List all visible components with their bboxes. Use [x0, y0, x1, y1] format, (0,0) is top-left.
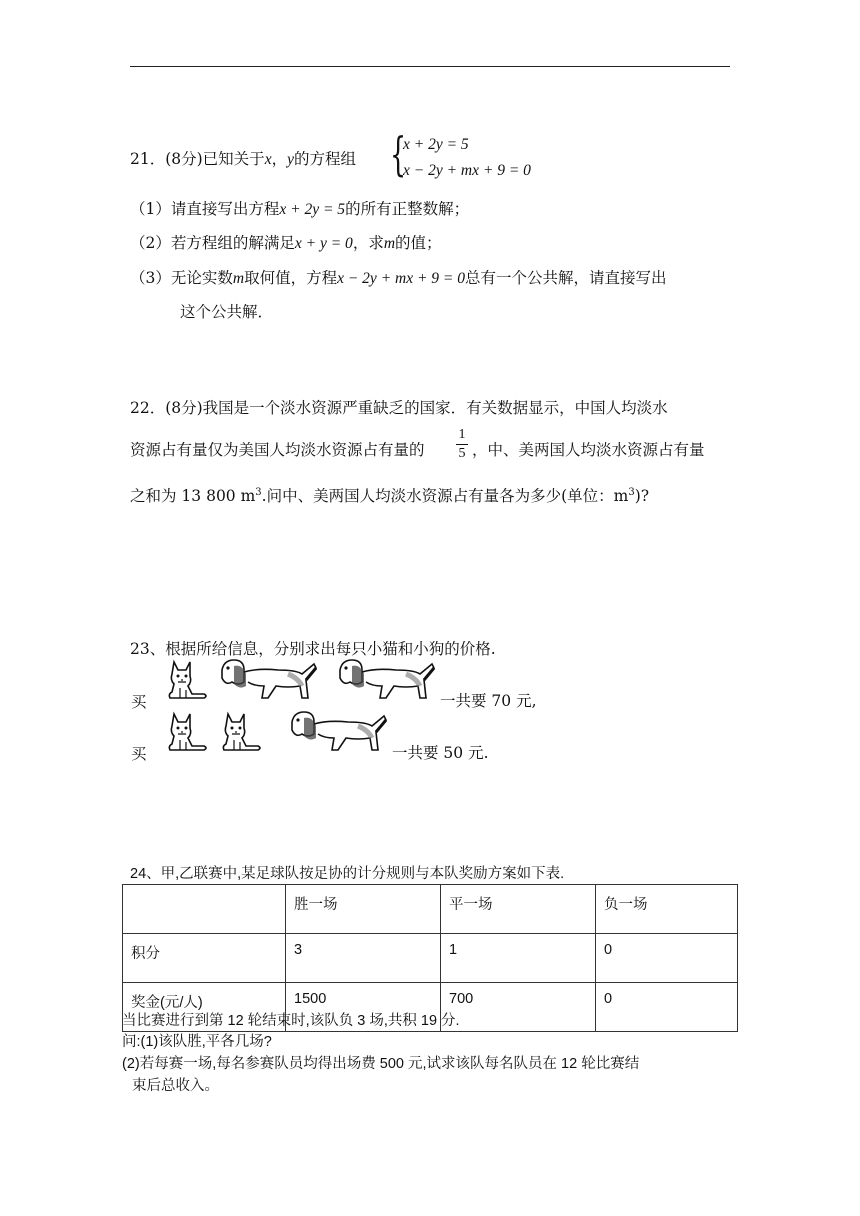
- q23-buy-1: 买: [131, 693, 147, 711]
- q22-frac-numerator: 1: [458, 427, 466, 442]
- q22-line-3: [130, 482, 649, 507]
- table-cell: 3: [286, 934, 441, 983]
- q23-total-1: 一共要 70 元,: [440, 692, 537, 710]
- q21-p3-prefix: （3）无论实数: [130, 269, 233, 287]
- cat-icon: [164, 658, 212, 702]
- q22-frac-bar: [456, 444, 468, 445]
- q23-total-2: 一共要 50 元.: [392, 744, 489, 762]
- q21-p3-mid: 取何值，方程: [244, 269, 338, 287]
- q21-part-3: [130, 267, 667, 290]
- q21-p2-m: m: [383, 235, 396, 252]
- q21-comma: ，: [271, 150, 288, 168]
- dog-icon: [288, 708, 392, 758]
- q22-sup-2: 3: [628, 487, 635, 498]
- q22-line3-c: )?: [634, 487, 650, 506]
- q24-stem: 24、甲,乙联赛中,某足球队按足协的计分规则与本队奖励方案如下表.: [130, 866, 565, 882]
- q21-p1-suffix: 的所有正整数解；: [345, 200, 470, 218]
- table-cell: 0: [596, 983, 738, 1032]
- q22-fraction: [456, 427, 468, 462]
- q22-line3-a: 之和为 13 800 m: [130, 487, 256, 506]
- q22-line-2-a: 资源占有量仅为美国人均淡水资源占有量的: [130, 441, 425, 459]
- table-cell: 平一场: [441, 885, 596, 934]
- q21-var-y: y: [287, 151, 294, 168]
- q21-stem-text: 21．(8分)已知关于: [130, 150, 265, 168]
- q21-p1-prefix: （1）请直接写出方程: [130, 200, 280, 218]
- q21-var-x: x: [264, 151, 272, 168]
- q21-p2-prefix: （2）若方程组的解满足: [130, 234, 295, 252]
- table-cell: 奖金(元/人): [123, 983, 286, 1032]
- table-cell: [123, 885, 286, 934]
- header-rule: [130, 66, 730, 67]
- q21-p3-m: m: [232, 270, 245, 287]
- q24-line-2: 问:(1)该队胜,平各几场?: [122, 1034, 272, 1050]
- cat-icon: [218, 710, 266, 754]
- q21-part-2: [130, 232, 442, 255]
- table-cell: 积分: [123, 934, 286, 983]
- q24-line-4: 束后总收入。: [132, 1078, 219, 1094]
- q21-p3-equation: x − 2y + mx + 9 = 0: [337, 270, 466, 287]
- q21-stem: [130, 148, 356, 171]
- table-row: [123, 934, 738, 983]
- q22-line3-b: .问中、美两国人均淡水资源占有量各为多少(单位：m: [261, 487, 629, 506]
- table-cell: 700: [441, 983, 596, 1032]
- q22-line-1: 22．(8分)我国是一个淡水资源严重缺乏的国家．有关数据显示，中国人均淡水: [130, 399, 668, 417]
- table-cell: 胜一场: [286, 885, 441, 934]
- q23-stem: 23、根据所给信息，分别求出每只小猫和小狗的价格.: [130, 640, 496, 658]
- q21-p2-suffix: 的值；: [395, 234, 442, 252]
- q21-system-brace: {: [390, 127, 407, 181]
- table-cell: 1: [441, 934, 596, 983]
- q24-line-1: 当比赛进行到第 12 轮结束时,该队负 3 场,共积 19 分.: [122, 1013, 460, 1029]
- table-cell: 负一场: [596, 885, 738, 934]
- q21-part-3-line2: 这个公共解．: [180, 303, 274, 321]
- q21-p2-equation: x + y = 0: [294, 235, 353, 252]
- dog-icon: [336, 656, 440, 706]
- table-cell: 1500: [286, 983, 441, 1032]
- q21-stem-tail: 的方程组: [293, 150, 356, 168]
- dog-icon: [218, 656, 322, 706]
- q21-equation-1: x + 2y = 5: [403, 136, 469, 153]
- q24-line-3: (2)若每赛一场,每名参赛队员均得出场费 500 元,试求该队每名队员在 12 轮比赛结: [122, 1056, 640, 1072]
- q22-line-2-b: ，中、美两国人均淡水资源占有量: [472, 441, 705, 459]
- table-cell: 0: [596, 934, 738, 983]
- q21-p1-equation: x + 2y = 5: [279, 201, 346, 218]
- q21-part-1: [130, 198, 469, 221]
- q21-equation-2: x − 2y + mx + 9 = 0: [403, 162, 531, 179]
- q22-frac-denominator: 5: [458, 446, 466, 461]
- cat-icon: [164, 710, 212, 754]
- table-header-row: [123, 885, 738, 934]
- q21-p2-mid: ，求: [352, 234, 384, 252]
- q22-sup-1: 3: [255, 487, 262, 498]
- q23-buy-2: 买: [131, 745, 147, 763]
- q21-p3-suffix: 总有一个公共解，请直接写出: [465, 269, 667, 287]
